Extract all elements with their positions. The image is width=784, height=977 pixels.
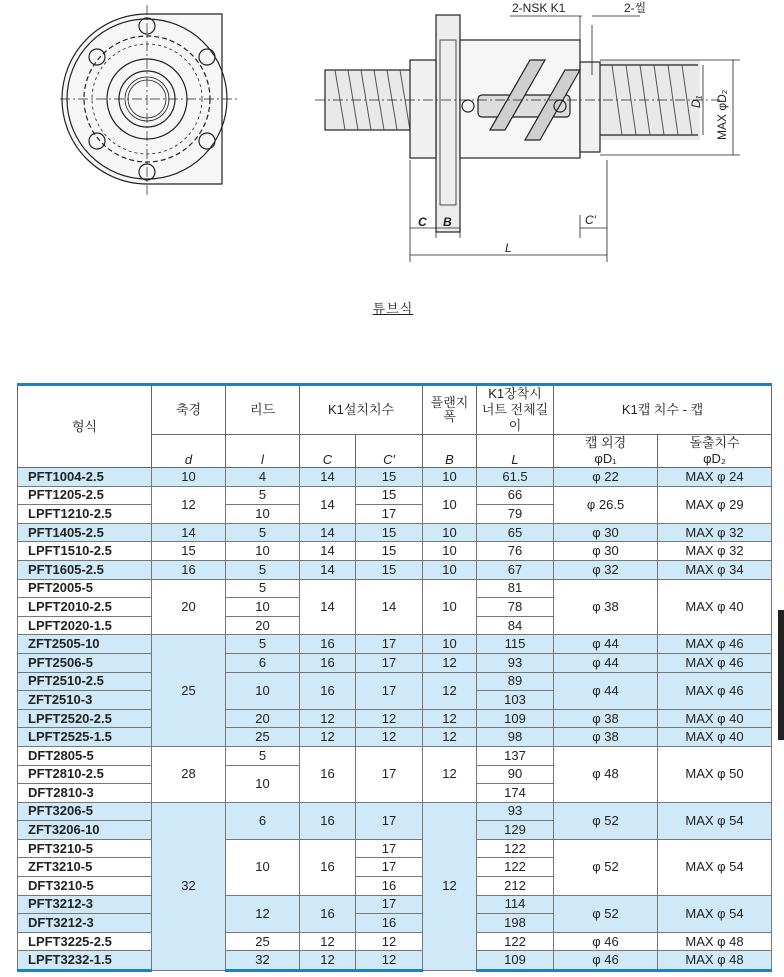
table-row (18, 672, 772, 691)
cell-cp: 15 (356, 468, 423, 487)
cell-model: ZFT3206-10 (18, 821, 152, 840)
label-c-prime: C′ (585, 213, 596, 227)
cell-L: 122 (477, 858, 554, 877)
page-edge-marker (778, 610, 784, 740)
cell-model: LPFT3225-2.5 (18, 932, 152, 951)
cell-cp: 15 (356, 523, 423, 542)
cell-model: LPFT2520-2.5 (18, 709, 152, 728)
cell-model: LPFT1210-2.5 (18, 505, 152, 524)
cell-model: LPFT1510-2.5 (18, 542, 152, 561)
label-d1: D₁ (689, 95, 703, 108)
header-nut-length-1: K1장착시 (488, 386, 542, 401)
cell-d1: φ 52 (554, 895, 658, 932)
cell-d1: φ 48 (554, 746, 658, 802)
cell-model: ZFT2505-10 (18, 635, 152, 654)
cell-d: 12 (152, 486, 226, 523)
cell-model: PFT1605-2.5 (18, 560, 152, 579)
cell-L: 129 (477, 821, 554, 840)
cell-c: 16 (300, 746, 356, 802)
cell-c: 16 (300, 802, 356, 839)
header-shaft: 축경 (152, 385, 226, 435)
cell-cp: 12 (356, 932, 423, 951)
cell-model: PFT2810-2.5 (18, 765, 152, 784)
cell-d: 15 (152, 542, 226, 561)
cell-b: 12 (423, 672, 477, 709)
table-row (18, 709, 772, 728)
cell-l: 6 (226, 653, 300, 672)
cell-l: 32 (226, 951, 300, 971)
cell-cp: 12 (356, 728, 423, 747)
cell-l: 10 (226, 765, 300, 802)
cell-l: 20 (226, 616, 300, 635)
cell-l: 10 (226, 598, 300, 617)
cell-L: 81 (477, 579, 554, 598)
cell-b: 12 (423, 746, 477, 802)
table-row (18, 728, 772, 747)
cell-l: 25 (226, 728, 300, 747)
cell-L: 84 (477, 616, 554, 635)
header-flange: 플랜지 폭 (423, 385, 477, 435)
cell-model: PFT2506-5 (18, 653, 152, 672)
ball-screw-side-view (315, 15, 740, 262)
cell-l: 5 (226, 746, 300, 765)
cell-d2: MAX φ 50 (658, 746, 772, 802)
cell-d1: φ 46 (554, 932, 658, 951)
table-row (18, 653, 772, 672)
cell-d1: φ 52 (554, 802, 658, 839)
cell-L: 115 (477, 635, 554, 654)
cell-l: 10 (226, 505, 300, 524)
cell-cp: 15 (356, 542, 423, 561)
cell-cp: 17 (356, 653, 423, 672)
cell-cp: 17 (356, 746, 423, 802)
cell-c: 14 (300, 542, 356, 561)
cell-b: 10 (423, 523, 477, 542)
cell-d: 25 (152, 635, 226, 747)
cell-c: 16 (300, 635, 356, 654)
cell-l: 6 (226, 802, 300, 839)
cell-l: 5 (226, 486, 300, 505)
cell-b: 10 (423, 579, 477, 635)
cell-l: 10 (226, 839, 300, 895)
cell-L: 89 (477, 672, 554, 691)
cell-L: 103 (477, 691, 554, 710)
cell-l: 10 (226, 672, 300, 709)
cell-l: 5 (226, 635, 300, 654)
cell-model: LPFT3232-1.5 (18, 951, 152, 971)
header-L: L (477, 435, 554, 468)
cell-c: 14 (300, 560, 356, 579)
cell-d1: φ 52 (554, 839, 658, 895)
cell-l: 12 (226, 895, 300, 932)
figure-caption: 튜브식 (372, 301, 414, 316)
cell-d2: MAX φ 46 (658, 672, 772, 709)
table-row (18, 542, 772, 561)
cell-cp: 17 (356, 895, 423, 914)
cell-d2: MAX φ 34 (658, 560, 772, 579)
label-l: L (505, 241, 512, 255)
cell-b: 10 (423, 542, 477, 561)
cell-b: 10 (423, 468, 477, 487)
label-max-d2: MAX φD₂ (715, 89, 729, 140)
cell-d: 14 (152, 523, 226, 542)
cell-d2: MAX φ 54 (658, 895, 772, 932)
cell-L: 198 (477, 914, 554, 933)
header-c: C (300, 435, 356, 468)
cell-d2: MAX φ 54 (658, 839, 772, 895)
cell-model: PFT1004-2.5 (18, 468, 152, 487)
header-k1-install: K1설치치수 (300, 385, 423, 435)
cell-L: 93 (477, 653, 554, 672)
cell-d: 20 (152, 579, 226, 635)
cell-d1: φ 44 (554, 653, 658, 672)
cell-b: 12 (423, 653, 477, 672)
cell-d1: φ 30 (554, 523, 658, 542)
cell-cp: 16 (356, 914, 423, 933)
cell-model: ZFT2510-3 (18, 691, 152, 710)
cell-model: PFT3212-3 (18, 895, 152, 914)
cell-l: 4 (226, 468, 300, 487)
table-row (18, 560, 772, 579)
cell-c: 16 (300, 672, 356, 709)
cell-model: DFT2805-5 (18, 746, 152, 765)
cell-model: PFT3210-5 (18, 839, 152, 858)
header-d: d (152, 435, 226, 468)
cell-c: 14 (300, 523, 356, 542)
cell-cp: 17 (356, 505, 423, 524)
cell-d2: MAX φ 24 (658, 468, 772, 487)
cell-cp: 17 (356, 672, 423, 709)
cell-d1: φ 30 (554, 542, 658, 561)
cell-c: 16 (300, 895, 356, 932)
cell-model: LPFT2010-2.5 (18, 598, 152, 617)
table-row (18, 839, 772, 858)
table-row (18, 802, 772, 821)
cell-cp: 17 (356, 858, 423, 877)
cell-model: LPFT2020-1.5 (18, 616, 152, 635)
cell-b: 10 (423, 560, 477, 579)
header-cp: C′ (356, 435, 423, 468)
spec-table (17, 383, 772, 972)
cell-cp: 16 (356, 877, 423, 896)
label-c: C (418, 215, 427, 229)
cell-d1: φ 32 (554, 560, 658, 579)
cell-d2: MAX φ 48 (658, 951, 772, 971)
cell-l: 25 (226, 932, 300, 951)
cell-model: DFT2810-3 (18, 784, 152, 803)
cell-d2: MAX φ 48 (658, 932, 772, 951)
cell-L: 90 (477, 765, 554, 784)
label-b: B (443, 215, 452, 229)
cell-L: 122 (477, 839, 554, 858)
cell-c: 12 (300, 951, 356, 971)
cell-l: 5 (226, 523, 300, 542)
cell-cp: 12 (356, 951, 423, 971)
cell-model: DFT3210-5 (18, 877, 152, 896)
header-model: 형식 (18, 385, 152, 468)
table-row (18, 951, 772, 971)
cell-d: 28 (152, 746, 226, 802)
cell-L: 109 (477, 951, 554, 971)
cell-model: ZFT3210-5 (18, 858, 152, 877)
cell-d1: φ 38 (554, 728, 658, 747)
cell-d1: φ 44 (554, 635, 658, 654)
cell-d: 32 (152, 802, 226, 970)
cell-model: PFT1405-2.5 (18, 523, 152, 542)
cell-model: DFT3212-3 (18, 914, 152, 933)
table-row (18, 746, 772, 765)
cell-L: 79 (477, 505, 554, 524)
table-row (18, 895, 772, 914)
flange-front-view (60, 5, 240, 195)
cell-d2: MAX φ 54 (658, 802, 772, 839)
cell-L: 137 (477, 746, 554, 765)
cell-b: 10 (423, 635, 477, 654)
cell-d2: MAX φ 46 (658, 653, 772, 672)
cell-L: 93 (477, 802, 554, 821)
cell-L: 76 (477, 542, 554, 561)
table-row (18, 635, 772, 654)
cell-L: 212 (477, 877, 554, 896)
cell-model: PFT1205-2.5 (18, 486, 152, 505)
cell-c: 16 (300, 653, 356, 672)
table-row (18, 486, 772, 505)
cell-L: 61.5 (477, 468, 554, 487)
cell-cp: 17 (356, 635, 423, 654)
cell-cp: 17 (356, 839, 423, 858)
cell-d: 10 (152, 468, 226, 487)
cell-d1: φ 38 (554, 709, 658, 728)
cell-model: PFT2005-5 (18, 579, 152, 598)
cell-L: 66 (477, 486, 554, 505)
header-b: B (423, 435, 477, 468)
cell-b: 12 (423, 728, 477, 747)
cell-c: 14 (300, 486, 356, 523)
cell-cp: 17 (356, 802, 423, 839)
table-row (18, 468, 772, 487)
cell-model: PFT3206-5 (18, 802, 152, 821)
cell-d1: φ 38 (554, 579, 658, 635)
table-row (18, 932, 772, 951)
cell-d2: MAX φ 40 (658, 728, 772, 747)
cell-L: 122 (477, 932, 554, 951)
cell-model: LPFT2525-1.5 (18, 728, 152, 747)
cell-d2: MAX φ 40 (658, 709, 772, 728)
cell-L: 78 (477, 598, 554, 617)
header-protrusion: 돌출치수 φD₂ (658, 435, 772, 468)
cell-cp: 15 (356, 486, 423, 505)
cell-L: 174 (477, 784, 554, 803)
cell-b: 10 (423, 486, 477, 523)
header-nut-length-2: 너트 전체길이 (481, 402, 549, 433)
table-row (18, 523, 772, 542)
ball-screw-drawing (0, 0, 784, 300)
cell-d: 16 (152, 560, 226, 579)
cell-l: 5 (226, 579, 300, 598)
cell-L: 67 (477, 560, 554, 579)
cell-model: PFT2510-2.5 (18, 672, 152, 691)
cell-l: 20 (226, 709, 300, 728)
cell-c: 12 (300, 932, 356, 951)
cell-cp: 15 (356, 560, 423, 579)
cell-L: 65 (477, 523, 554, 542)
cell-c: 12 (300, 728, 356, 747)
header-lead: 리드 (226, 385, 300, 435)
cell-l: 10 (226, 542, 300, 561)
header-cap-od: 캡 외경 φD₁ (554, 435, 658, 468)
cell-L: 114 (477, 895, 554, 914)
table-row (18, 579, 772, 598)
cell-d1: φ 22 (554, 468, 658, 487)
cell-c: 16 (300, 839, 356, 895)
cell-d2: MAX φ 32 (658, 523, 772, 542)
label-nsk-k1: 2-NSK K1 (512, 1, 566, 15)
cell-c: 14 (300, 579, 356, 635)
cell-d1: φ 44 (554, 672, 658, 709)
cell-L: 109 (477, 709, 554, 728)
cell-cp: 14 (356, 579, 423, 635)
header-k1-cap: K1캡 치수 - 캡 (554, 385, 772, 435)
cell-d2: MAX φ 32 (658, 542, 772, 561)
cell-c: 12 (300, 709, 356, 728)
cell-d1: φ 26.5 (554, 486, 658, 523)
cell-b: 12 (423, 802, 477, 970)
cell-c: 14 (300, 468, 356, 487)
label-seal: 2-씰 (624, 1, 647, 15)
cell-l: 5 (226, 560, 300, 579)
cell-L: 98 (477, 728, 554, 747)
header-l-small: l (226, 435, 300, 468)
cell-cp: 12 (356, 709, 423, 728)
cell-d1: φ 46 (554, 951, 658, 971)
cell-d2: MAX φ 40 (658, 579, 772, 635)
cell-d2: MAX φ 46 (658, 635, 772, 654)
header-nut-length (477, 385, 554, 435)
cell-b: 12 (423, 709, 477, 728)
cell-d2: MAX φ 29 (658, 486, 772, 523)
